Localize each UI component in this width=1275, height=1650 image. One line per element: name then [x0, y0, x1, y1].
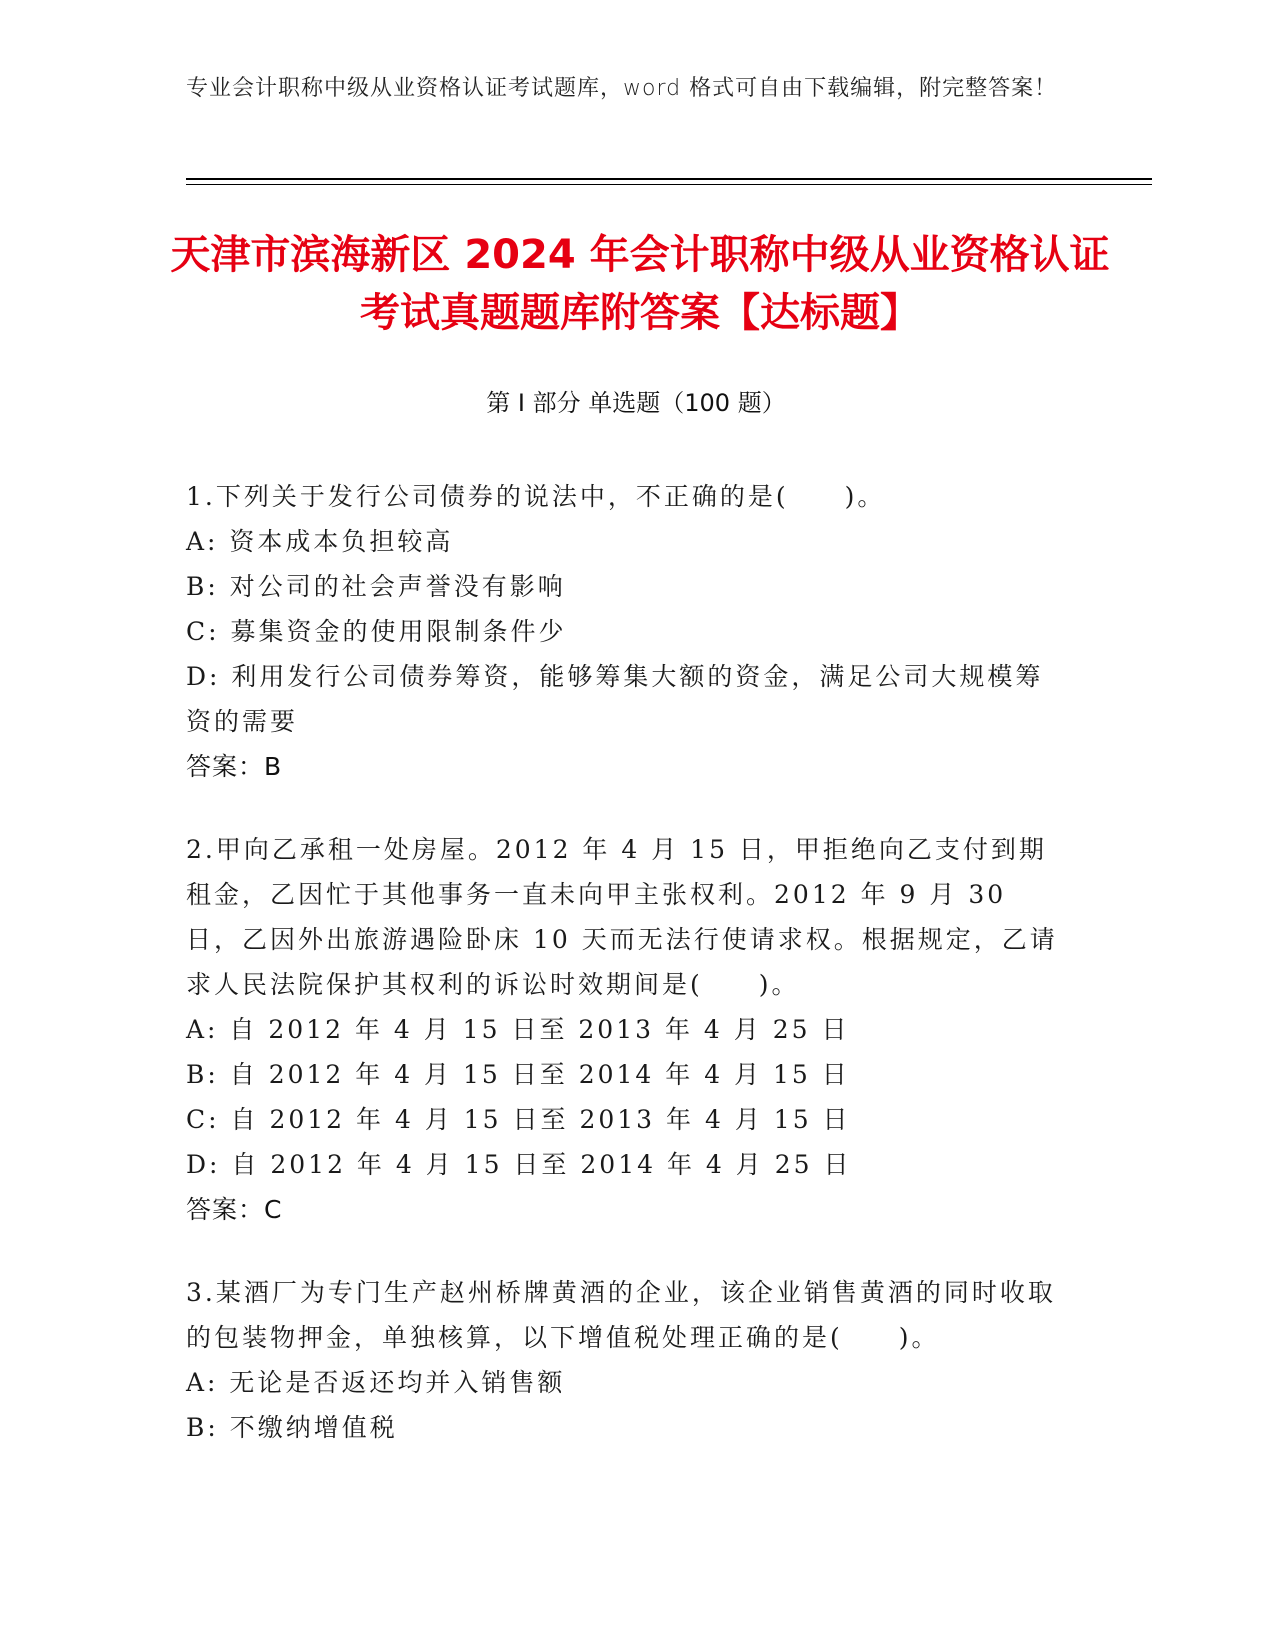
option-a: A: 无论是否返还均并入销售额	[186, 1368, 566, 1397]
question-1	[186, 474, 1066, 789]
option-c: C: 自 2012 年 4 月 15 日至 2013 年 4 月 15 日	[186, 1105, 851, 1134]
answer: 答案：C	[186, 1195, 283, 1224]
question-list	[186, 474, 1066, 1488]
question-stem: 2.甲向乙承租一处房屋。2012 年 4 月 15 日，甲拒绝向乙支付到期租金，乙因忙于其他事务一直未向甲主张权利。2012 年 9 月 30 日，乙因外出旅游遇险卧床 10 天而无法行使请求权。根据规定，乙请求人民法院保护其权利的诉讼时效期间是( )。	[186, 835, 1058, 999]
question-2	[186, 827, 1066, 1232]
question-stem: 1.下列关于发行公司债券的说法中，不正确的是( )。	[186, 482, 886, 511]
option-d: D: 利用发行公司债券筹资，能够筹集大额的资金，满足公司大规模筹资的需要	[186, 662, 1044, 736]
option-b: B: 对公司的社会声誉没有影响	[186, 572, 566, 601]
question-stem: 3.某酒厂为专门生产赵州桥牌黄酒的企业，该企业销售黄酒的同时收取的包装物押金，单独核算，以下增值税处理正确的是( )。	[186, 1278, 1056, 1352]
option-b: B: 自 2012 年 4 月 15 日至 2014 年 4 月 15 日	[186, 1060, 850, 1089]
question-3	[186, 1270, 1066, 1450]
header-note: 专业会计职称中级从业资格认证考试题库，word 格式可自由下载编辑，附完整答案！	[186, 76, 1058, 101]
option-c: C: 募集资金的使用限制条件少	[186, 617, 567, 646]
option-d: D: 自 2012 年 4 月 15 日至 2014 年 4 月 25 日	[186, 1150, 852, 1179]
header-rule-thin	[186, 184, 1152, 185]
option-a: A: 资本成本负担较高	[186, 527, 454, 556]
option-b: B: 不缴纳增值税	[186, 1413, 398, 1442]
header-rule-thick	[186, 178, 1152, 180]
section-heading: 第 I 部分 单选题（100 题）	[486, 389, 786, 417]
answer: 答案：B	[186, 752, 283, 781]
option-a: A: 自 2012 年 4 月 15 日至 2013 年 4 月 25 日	[186, 1015, 850, 1044]
document-title: 天津市滨海新区 2024 年会计职称中级从业资格认证考试真题题库附答案【达标题】	[170, 232, 1110, 336]
